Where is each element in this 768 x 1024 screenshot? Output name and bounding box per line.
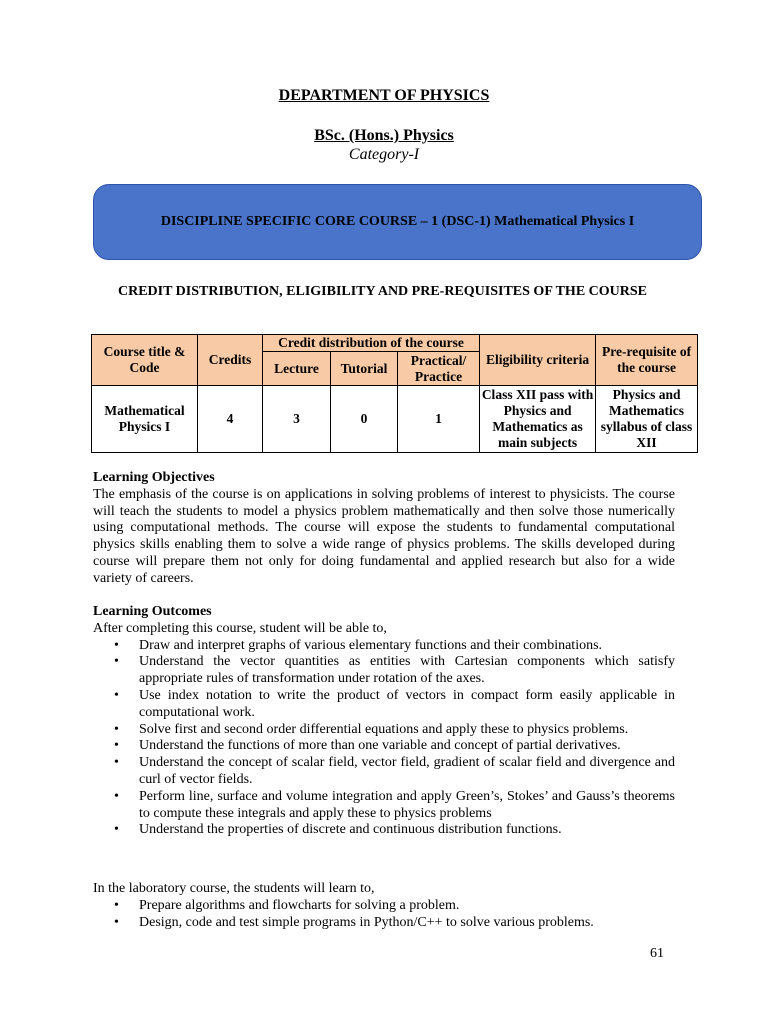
- list-item: • Prepare algorithms and flowcharts for solving a problem.: [139, 898, 675, 915]
- cell-lecture: 3: [263, 386, 331, 453]
- header-eligibility: Eligibility criteria: [480, 335, 596, 386]
- header-practical: Practical/ Practice: [398, 352, 480, 386]
- learning-objectives-title: Learning Objectives: [93, 470, 215, 485]
- list-item: • Perform line, surface and volume integration and apply Green’s, Stokes’ and Gauss’s theorems to compute these integrals and apply these to physics problems: [139, 789, 675, 823]
- learning-outcomes-intro: After completing this course, student will be able to,: [93, 620, 387, 636]
- laboratory-list: [93, 898, 675, 932]
- learning-objectives-text: The emphasis of the course is on applications in solving problems of interest to physicists. The course will teach the students to model a physics problem mathematically and then solve those numerically using computational methods. The course will expose the students to fundamental computational physics skills enabling them to solve a wide range of physics problems. The skills developed during course will prepare them not only for doing fundamental and applied research but also for a wide variety of careers.: [93, 486, 675, 586]
- list-item: • Draw and interpret graphs of various elementary functions and their combinations.: [139, 638, 675, 655]
- cell-credits: 4: [198, 386, 263, 453]
- header-credit-distribution: Credit distribution of the course: [263, 335, 480, 352]
- list-item: • Understand the concept of scalar field, vector field, gradient of scalar field and divergence and curl of vector fields.: [139, 755, 675, 789]
- page-number: 61: [650, 946, 664, 961]
- table-row: [92, 386, 698, 453]
- category-label: Category-I: [348, 146, 420, 163]
- learning-outcomes-title: Learning Outcomes: [93, 604, 212, 619]
- learning-outcomes-section: [93, 604, 675, 839]
- credit-table: [91, 334, 698, 453]
- list-item: • Solve first and second order differential equations and apply these to physics problems.: [139, 722, 675, 739]
- list-item: • Understand the vector quantities as entities with Cartesian components which satisfy appropriate rules of transformation under rotation of the axes.: [139, 654, 675, 688]
- laboratory-intro: In the laboratory course, the students will learn to,: [93, 881, 375, 896]
- cell-tutorial: 0: [331, 386, 398, 453]
- cell-practical: 1: [398, 386, 480, 453]
- learning-outcomes-list: [93, 638, 675, 840]
- list-item: • Use index notation to write the product of vectors in compact form easily applicable in computational work.: [139, 688, 675, 722]
- cell-prerequisite: Physics and Mathematics syllabus of class XII: [596, 386, 698, 453]
- credit-section-heading: CREDIT DISTRIBUTION, ELIGIBILITY AND PRE-REQUISITES OF THE COURSE: [117, 284, 648, 299]
- department-title: DEPARTMENT OF PHYSICS: [278, 87, 490, 104]
- header-credits: Credits: [198, 335, 263, 386]
- course-banner: [93, 184, 702, 260]
- header-prerequisite: Pre-requisite of the course: [596, 335, 698, 386]
- laboratory-section: [93, 881, 675, 931]
- list-item: • Understand the functions of more than one variable and concept of partial derivatives.: [139, 738, 675, 755]
- list-item: • Understand the properties of discrete and continuous distribution functions.: [139, 822, 675, 839]
- header-lecture: Lecture: [263, 352, 331, 386]
- list-item: • Design, code and test simple programs in Python/C++ to solve various problems.: [139, 915, 675, 932]
- header-tutorial: Tutorial: [331, 352, 398, 386]
- course-banner-text: DISCIPLINE SPECIFIC CORE COURSE – 1 (DSC-1) Mathematical Physics I: [160, 214, 635, 229]
- programme-title: BSc. (Hons.) Physics: [314, 127, 454, 144]
- header-course-title: Course title & Code: [92, 335, 198, 386]
- learning-objectives-section: [93, 470, 675, 588]
- cell-eligibility: Class XII pass with Physics and Mathematics as main subjects: [480, 386, 596, 453]
- cell-course-title: Mathematical Physics I: [92, 386, 198, 453]
